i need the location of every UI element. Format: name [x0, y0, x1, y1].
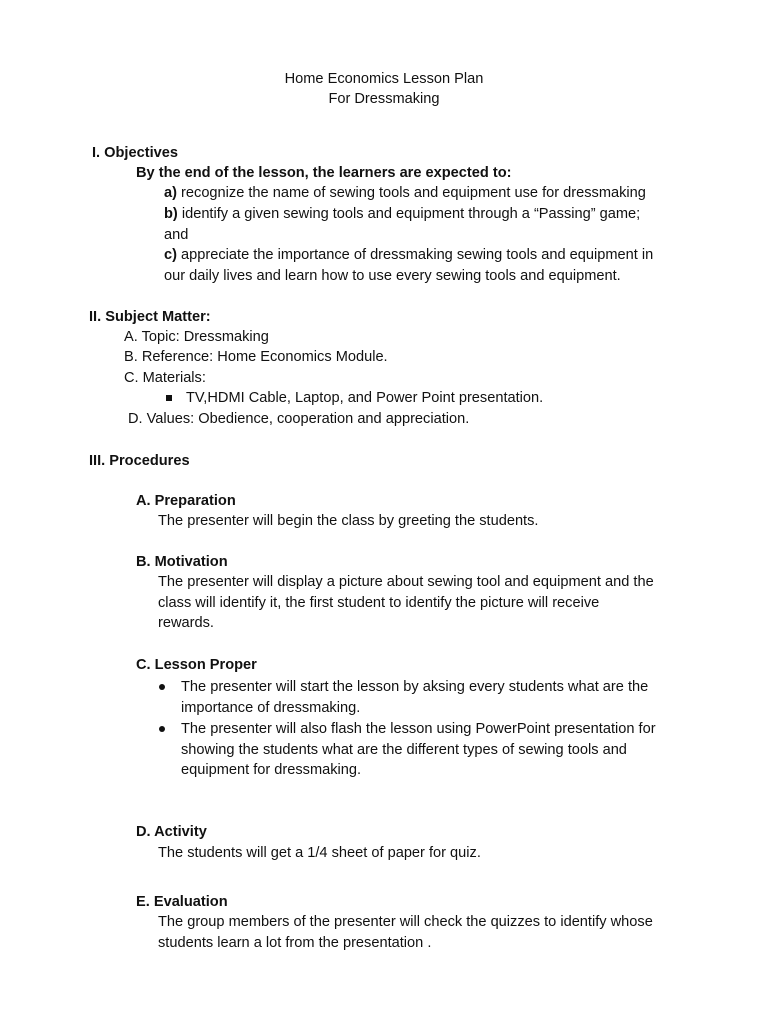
title-line-1: Home Economics Lesson Plan — [284, 71, 484, 87]
bullet-dot-icon — [159, 684, 165, 690]
objectives-intro: By the end of the lesson, the learners are expected to: — [136, 165, 512, 181]
evaluation-text — [158, 912, 653, 953]
lesson-bullet-line: equipment for dressmaking. — [181, 762, 362, 778]
motivation-line: The presenter will display a picture about sewing tool and equipment and the — [158, 574, 654, 590]
lesson-proper-heading: C. Lesson Proper — [136, 657, 257, 673]
objective-a — [164, 183, 646, 204]
lesson-bullet-2 — [181, 719, 656, 781]
subject-matter-heading: II. Subject Matter: — [89, 309, 211, 325]
materials-item: TV,HDMI Cable, Laptop, and Power Point presentation. — [186, 390, 544, 406]
evaluation-heading: E. Evaluation — [136, 894, 228, 910]
motivation-line: rewards. — [158, 615, 214, 631]
title-line-2: For Dressmaking — [328, 91, 440, 107]
lesson-bullet-line: The presenter will also flash the lesson using PowerPoint presentation for — [181, 721, 656, 737]
lesson-bullet-line: showing the students what are the different types of sewing tools and — [181, 741, 627, 758]
objective-text: recognize the name of sewing tools and equipment use for dressmaking — [181, 185, 646, 201]
objective-text: appreciate the importance of dressmaking sewing tools and equipment in — [181, 247, 654, 263]
motivation-text — [158, 572, 654, 634]
objective-c — [164, 245, 653, 286]
subject-values: D. Values: Obedience, cooperation and appreciation. — [128, 411, 470, 427]
preparation-heading: A. Preparation — [136, 493, 236, 509]
subject-materials: C. Materials: — [124, 370, 206, 386]
lesson-bullet-2-marker — [159, 719, 165, 740]
preparation-text: The presenter will begin the class by greeting the students. — [158, 513, 539, 529]
lesson-bullet-1-marker — [159, 677, 165, 698]
motivation-heading: B. Motivation — [136, 554, 228, 570]
objective-letter: b) — [164, 206, 178, 222]
objective-text-continued: our daily lives and learn how to use every sewing tools and equipment. — [164, 267, 621, 284]
subject-reference: B. Reference: Home Economics Module. — [124, 349, 388, 365]
subject-topic: A. Topic: Dressmaking — [124, 329, 269, 345]
lesson-bullet-line: importance of dressmaking. — [181, 699, 361, 716]
materials-bullet — [166, 388, 172, 409]
procedures-heading: III. Procedures — [89, 453, 190, 469]
objective-text-continued: and — [164, 226, 189, 243]
objectives-heading: I. Objectives — [92, 145, 178, 161]
objective-text: identify a given sewing tools and equipment through a “Passing” game; — [181, 206, 641, 222]
bullet-dot-icon — [159, 726, 165, 732]
objective-letter: c) — [164, 247, 177, 263]
activity-heading: D. Activity — [136, 824, 207, 840]
document-title — [0, 69, 768, 109]
motivation-line: class will identify it, the first student to identify the picture will receive — [158, 594, 600, 611]
evaluation-line: students learn a lot from the presentation . — [158, 934, 432, 951]
lesson-bullet-1 — [181, 677, 648, 718]
objective-b — [164, 204, 640, 245]
lesson-bullet-line: The presenter will start the lesson by aksing every students what are the — [181, 679, 649, 695]
objective-letter: a) — [164, 185, 177, 201]
square-bullet-icon — [166, 395, 172, 401]
evaluation-line: The group members of the presenter will check the quizzes to identify whose — [158, 914, 653, 930]
activity-text: The students will get a 1/4 sheet of paper for quiz. — [158, 845, 481, 861]
